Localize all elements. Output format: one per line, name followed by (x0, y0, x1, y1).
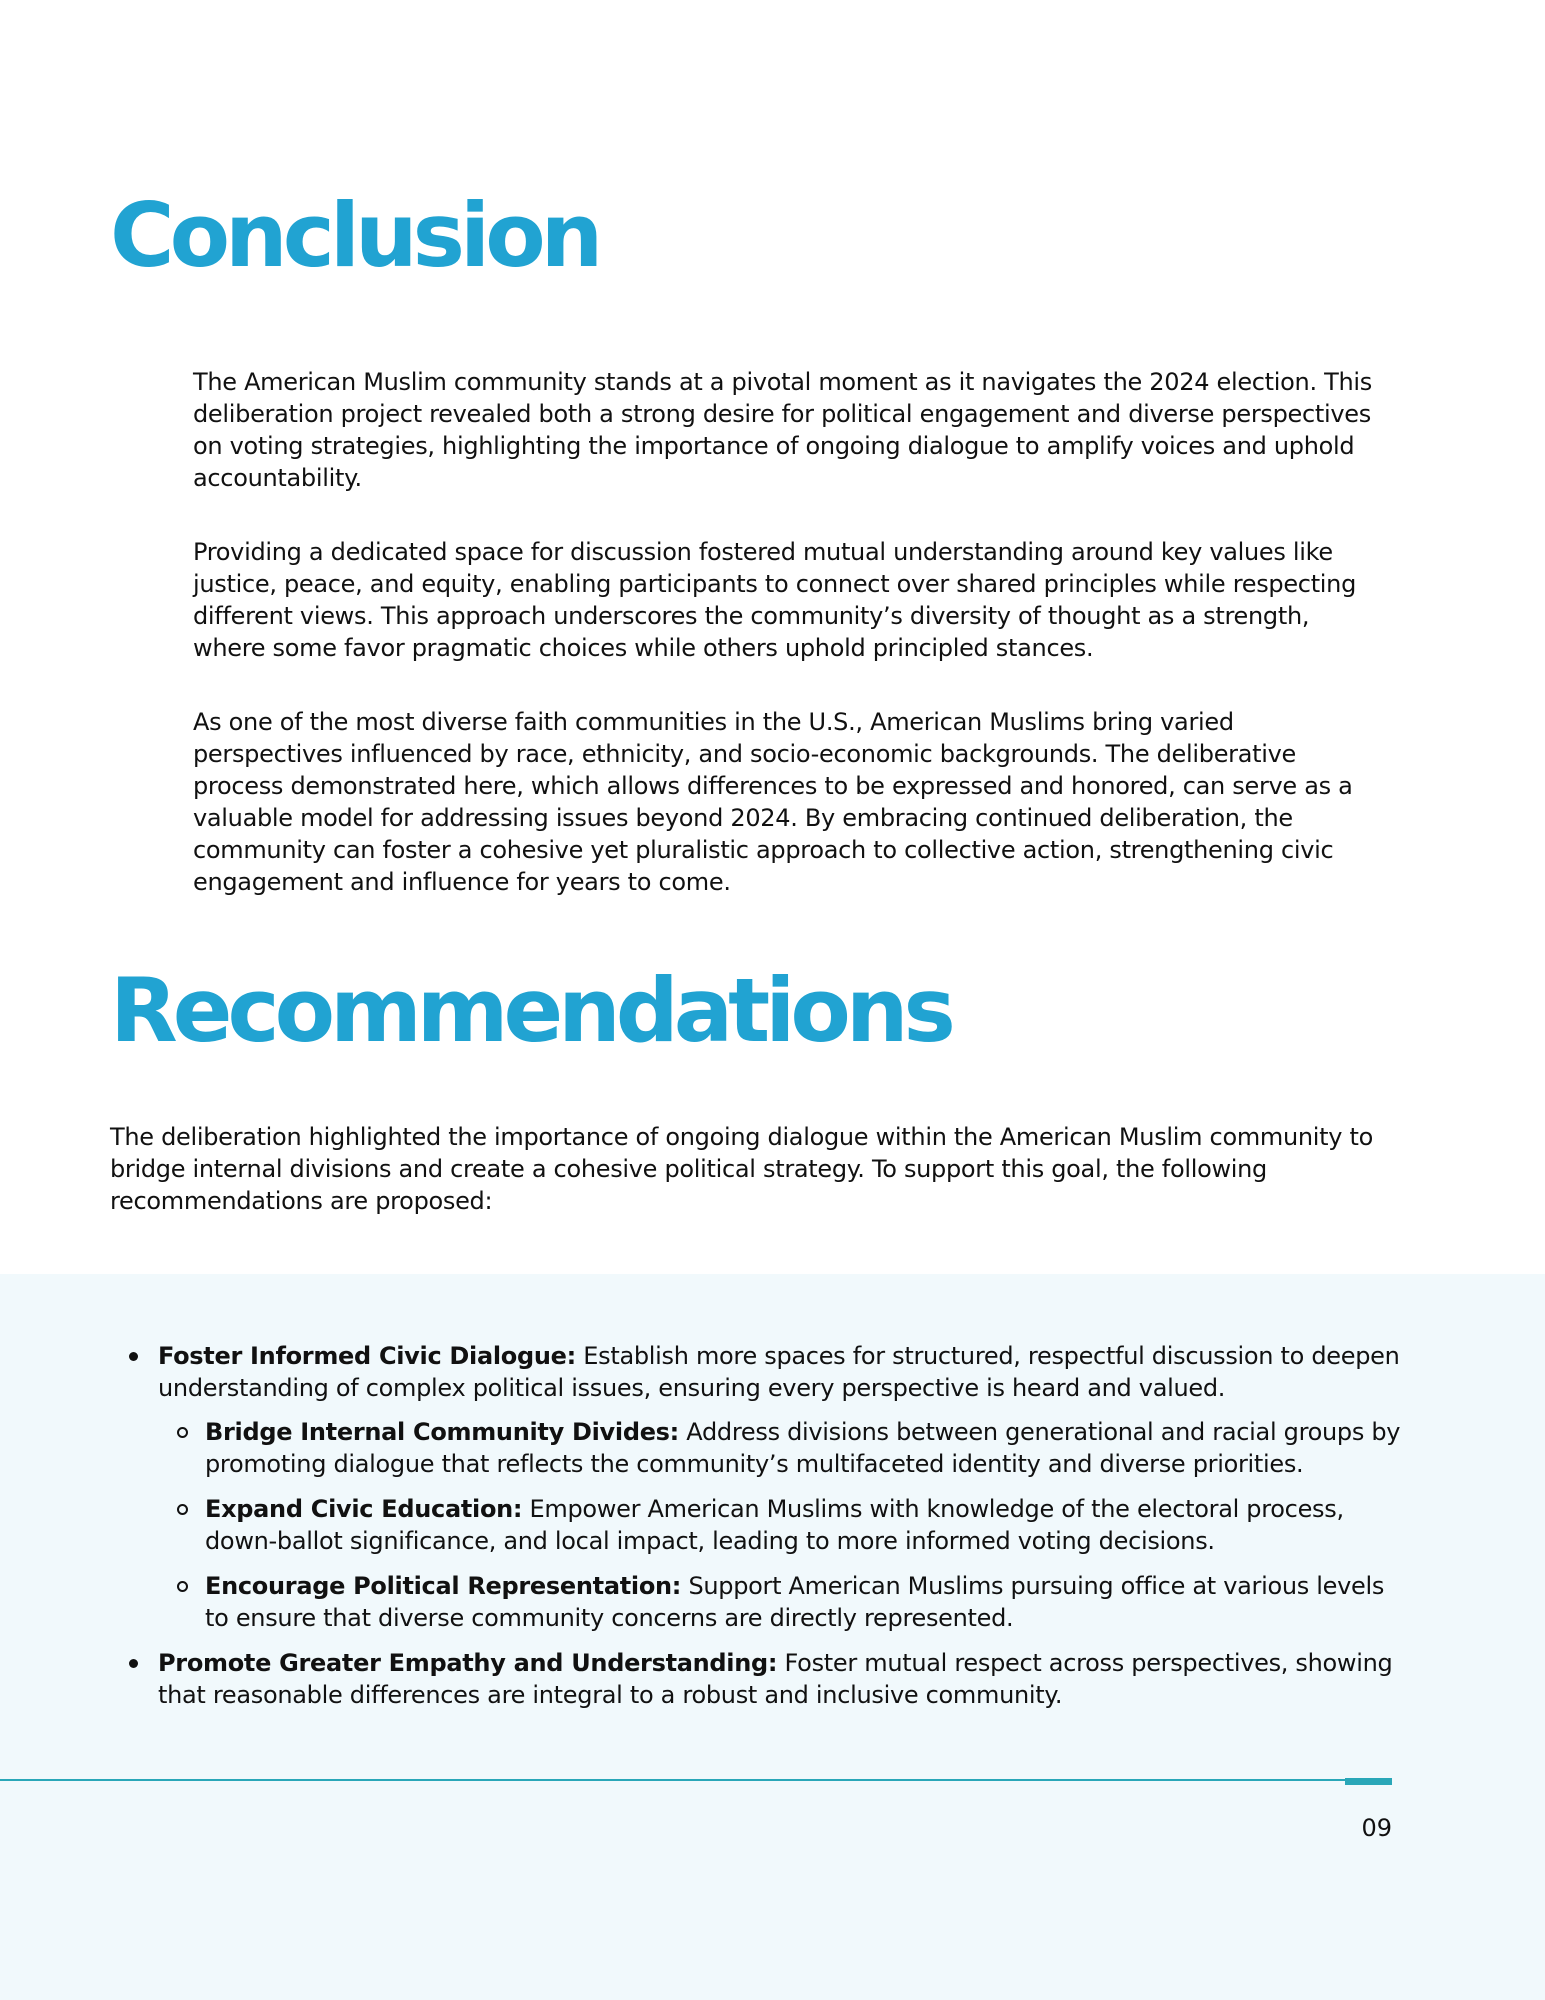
conclusion-paragraph: Providing a dedicated space for discussion fostered mutual understanding around key values like justice, peace, and equity, enabling participants to connect over shared principles while respecting different views. This approach underscores the community’s diversity of thought as a strength, where some favor pragmatic choices while others uphold principled stances. (193, 538, 1357, 662)
recommendation-title: Bridge Internal Community Divides: (205, 1418, 679, 1446)
circle-bullet-icon (177, 1504, 188, 1515)
recommendation-text: Establish more spaces for structured, respectful discussion to deepen understanding of complex political issues, ensuring every perspective is heard and valued. (158, 1342, 1400, 1402)
recommendations-heading: Recommendations (110, 959, 951, 1062)
conclusion-paragraph: As one of the most diverse faith communities in the U.S., American Muslims bring varied perspectives influenced by race, ethnicity, and socio-economic backgrounds. The deliberative process demonstrated here, which allows differences to be expressed and honored, can serve as a valuable model for addressing issues beyond 2024. By embracing continued deliberation, the community can foster a cohesive yet pluralistic approach to collective action, strengthening civic engagement and influence for years to come. (193, 708, 1353, 896)
circle-bullet-icon (177, 1427, 188, 1438)
conclusion-paragraph: The American Muslim community stands at a pivotal moment as it navigates the 2024 election. This deliberation project revealed both a strong desire for political engagement and diverse perspectives on voting strategies, highlighting the importance of ongoing dialogue to amplify voices and uphold accountability. (193, 368, 1372, 492)
circle-bullet-icon (177, 1581, 188, 1592)
recommendation-item (0, 1340, 1428, 1404)
recommendation-subitem (0, 1493, 1405, 1557)
footer-accent-bar (1345, 1778, 1392, 1785)
page-number: 09 (1361, 1814, 1392, 1842)
recommendation-title: Encourage Political Representation: (205, 1572, 682, 1600)
recommendations-list (0, 1340, 1545, 1723)
conclusion-body (193, 366, 1373, 940)
recommendation-subitem (0, 1570, 1405, 1634)
conclusion-heading: Conclusion (110, 184, 599, 287)
bullet-icon (129, 1659, 138, 1668)
recommendation-text: Foster mutual respect across perspectives, showing that reasonable differences are integral to a robust and inclusive community. (158, 1649, 1393, 1709)
recommendation-title: Expand Civic Education: (205, 1495, 523, 1523)
recommendation-title: Promote Greater Empathy and Understanding: (158, 1649, 778, 1677)
footer-divider (0, 1779, 1392, 1781)
recommendation-text: Empower American Muslims with knowledge of the electoral process, down-ballot significance, and local impact, leading to more informed voting decisions. (205, 1495, 1344, 1555)
recommendation-text: Address divisions between generational and racial groups by promoting dialogue that reflects the community’s multifaceted identity and diverse priorities. (205, 1418, 1401, 1478)
bullet-icon (129, 1352, 138, 1361)
recommendations-panel (0, 1274, 1545, 2000)
recommendation-item (0, 1647, 1428, 1711)
recommendation-subitem (0, 1416, 1405, 1480)
recommendation-text: Support American Muslims pursuing office at various levels to ensure that diverse community concerns are directly represented. (205, 1572, 1385, 1632)
recommendation-title: Foster Informed Civic Dialogue: (158, 1342, 576, 1370)
recommendations-intro: The deliberation highlighted the importance of ongoing dialogue within the American Muslim community to bridge internal divisions and create a cohesive political strategy. To support this goal, the following recommendations are proposed: (110, 1123, 1374, 1215)
